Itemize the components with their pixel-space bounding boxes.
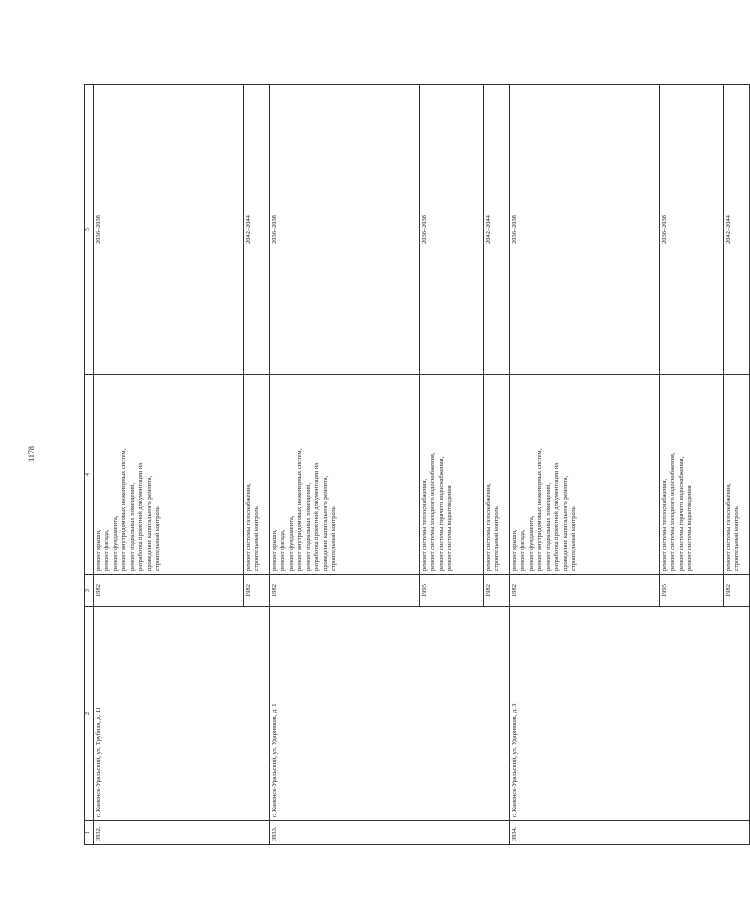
period-cell: 2042–2044 xyxy=(724,85,750,375)
column-number: 4 xyxy=(85,375,94,575)
work-item: проведение капитального ремонта, xyxy=(561,475,569,571)
work-item: строительный контроль xyxy=(253,506,261,571)
works-cell xyxy=(660,375,724,575)
work-item: ремонт системы газоснабжения, xyxy=(725,483,732,571)
work-item: ремонт системы теплоснабжения, xyxy=(661,478,668,571)
work-item: строительный контроль xyxy=(493,506,501,571)
column-number: 5 xyxy=(85,85,94,375)
works-cell xyxy=(724,375,750,575)
work-item: проведение капитального ремонта, xyxy=(145,475,153,571)
work-item: ремонт крыши, xyxy=(95,529,102,571)
work-item: строительный контроль xyxy=(154,506,162,571)
year-cell: 1982 xyxy=(724,575,750,607)
work-item: разработка проектной документации на xyxy=(313,462,321,571)
works-cell xyxy=(244,375,270,575)
work-item: строительный контроль xyxy=(733,506,741,571)
year-cell: 1982 xyxy=(484,575,510,607)
work-item: ремонт фундамента, xyxy=(287,515,295,571)
work-item: ремонт системы водоотведения xyxy=(686,485,694,571)
building-address: г. Каменск-Уральский, ул. Трубная, д. 11 xyxy=(94,607,270,821)
work-item: ремонт крыши, xyxy=(511,529,518,571)
work-item: ремонт системы теплоснабжения, xyxy=(421,478,428,571)
period-cell: 2042–2044 xyxy=(244,85,270,375)
column-number-row xyxy=(85,85,94,845)
work-item: ремонт внутридомовых инженерных систем, xyxy=(296,448,304,571)
period-cell: 2042–2044 xyxy=(484,85,510,375)
period-cell: 2036–2038 xyxy=(660,85,724,375)
work-item: ремонт системы газоснабжения, xyxy=(485,483,492,571)
period-cell: 2036–2038 xyxy=(94,85,244,375)
year-cell: 1982 xyxy=(94,575,244,607)
column-number: 3 xyxy=(85,575,94,607)
work-item: строительный контроль xyxy=(570,506,578,571)
work-item: строительный контроль xyxy=(330,506,338,571)
year-cell: 1982 xyxy=(244,575,270,607)
work-item: ремонт внутридомовых инженерных систем, xyxy=(536,448,544,571)
table-row xyxy=(270,85,420,845)
work-item: ремонт системы водоотведения xyxy=(446,485,454,571)
work-item: ремонт подвальных помещений, xyxy=(304,482,312,571)
table-body xyxy=(94,85,750,845)
work-item: ремонт системы горячего водоснабжения, xyxy=(437,456,445,571)
work-item: проведение капитального ремонта, xyxy=(321,475,329,571)
work-item: разработка проектной документации на xyxy=(553,462,561,571)
table-row xyxy=(94,85,244,845)
work-item: ремонт системы горячего водоснабжения, xyxy=(677,456,685,571)
work-item: ремонт фундамента, xyxy=(527,515,535,571)
works-cell xyxy=(420,375,484,575)
row-number: 3934. xyxy=(510,821,750,845)
works-cell xyxy=(270,375,420,575)
year-cell: 1995 xyxy=(420,575,484,607)
rotated-table-container xyxy=(84,85,741,845)
period-cell: 2036–2038 xyxy=(270,85,420,375)
work-item: ремонт системы холодного водоснабжения, xyxy=(429,452,437,571)
year-cell: 1982 xyxy=(270,575,420,607)
work-item: ремонт фасада, xyxy=(279,529,287,571)
column-number: 1 xyxy=(85,821,94,845)
works-cell xyxy=(484,375,510,575)
work-item: ремонт фундамента, xyxy=(111,515,119,571)
building-address: г. Каменск-Уральский, ул. Ударников, д. 3 xyxy=(510,607,750,821)
work-item: ремонт подвальных помещений, xyxy=(544,482,552,571)
building-address: г. Каменск-Уральский, ул. Ударников, д. 1 xyxy=(270,607,510,821)
page-number: 1178 xyxy=(27,446,36,462)
work-item: ремонт фасада, xyxy=(519,529,527,571)
works-cell xyxy=(94,375,244,575)
work-item: разработка проектной документации на xyxy=(137,462,145,571)
works-cell xyxy=(510,375,660,575)
period-cell: 2036–2038 xyxy=(510,85,660,375)
work-item: ремонт подвальных помещений, xyxy=(128,482,136,571)
work-item: ремонт системы газоснабжения, xyxy=(245,483,252,571)
period-cell: 2036–2038 xyxy=(420,85,484,375)
column-number: 2 xyxy=(85,607,94,821)
repair-schedule-table xyxy=(84,84,750,845)
work-item: ремонт системы холодного водоснабжения, xyxy=(669,452,677,571)
work-item: ремонт фасада, xyxy=(103,529,111,571)
work-item: ремонт внутридомовых инженерных систем, xyxy=(120,448,128,571)
table-row xyxy=(510,85,660,845)
year-cell: 1982 xyxy=(510,575,660,607)
row-number: 3932. xyxy=(94,821,270,845)
year-cell: 1995 xyxy=(660,575,724,607)
row-number: 3933. xyxy=(270,821,510,845)
work-item: ремонт крыши, xyxy=(271,529,278,571)
